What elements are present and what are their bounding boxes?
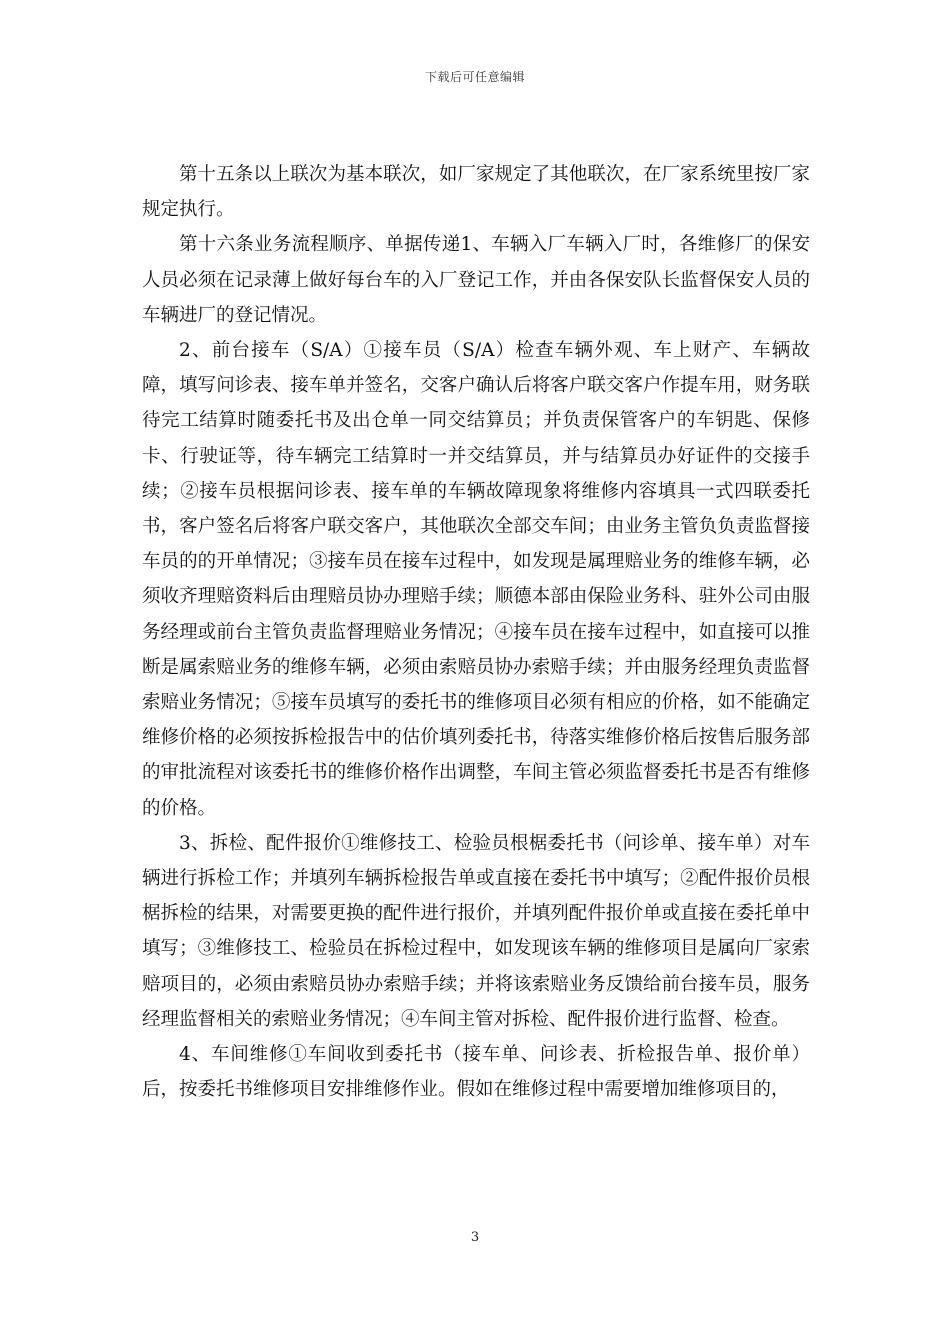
paragraph: 2、前台接车（S/A）①接车员（S/A）检查车辆外观、车上财产、车辆故障，填写问诊表、接车单并签名，交客户确认后将客户联交客户作提车用，财务联待完工结算时随委托书及出仓单一同交结算员；并负责保管客户的车钥匙、保修卡、行驶证等，待车辆完工结算时一并交结算员，并与结算员办好证件的交接手续；②接车员根据问诊表、接车单的车辆故障现象将维修内容填具一式四联委托书，客户签名后将客户联交客户，其他联次全部交车间；由业务主管负负责监督接车员的的开单情况；③接车员在接车过程中，如发现是属理赔业务的维修车辆，必须收齐理赔资料后由理赔员协办理赔手续；顺德本部由保险业务科、驻外公司由服务经理或前台主管负责监督理赔业务情况；④接车员在接车过程中，如直接可以推断是属索赔业务的维修车辆，必须由索赔员协办索赔手续；并由服务经理负责监督索赔业务情况；⑤接车员填写的委托书的维修项目必须有相应的价格，如不能确定维修价格的必须按拆检报告中的估价填列委托书，待落实维修价格后按售后服务部的审批流程对该委托书的维修价格作出调整，车间主管必须监督委托书是否有维修的价格。 — [142, 340, 810, 819]
paragraph: 3、拆检、配件报价①维修技工、检验员根椐委托书（问诊单、接车单）对车辆进行拆检工作；并填列车辆拆检报告单或直接在委托书中填写；②配件报价员根椐拆检的结果，对需要更换的配件进行报价，并填列配件报价单或直接在委托单中填写；③维修技工、检验员在拆检过程中，如发现该车辆的维修项目是属向厂家索赔项目的，必须由索赔员协办索赔手续；并将该索赔业务反馈给前台接车员，服务经理监督相关的索赔业务情况；④车间主管对拆检、配件报价进行监督、检查。 — [142, 832, 810, 1030]
document-body — [142, 157, 810, 1107]
page-header: 下载后可任意编辑 — [424, 70, 525, 84]
paragraph: 4、车间维修①车间收到委托书（接车单、问诊表、折检报告单、报价单）后，按委托书维修项目安排维修作业。假如在维修过程中需要增加维修项目的， — [142, 1044, 810, 1101]
paragraph: 第十五条以上联次为基本联次，如厂家规定了其他联次，在厂家系统里按厂家规定执行。 — [142, 164, 810, 221]
paragraph: 第十六条业务流程顺序、单据传递1、车辆入厂车辆入厂时，各维修厂的保安人员必须在记录薄上做好每台车的入厂登记工作，并由各保安队长监督保安人员的车辆进厂的登记情况。 — [142, 234, 810, 326]
page-number: 3 — [470, 1230, 480, 1245]
